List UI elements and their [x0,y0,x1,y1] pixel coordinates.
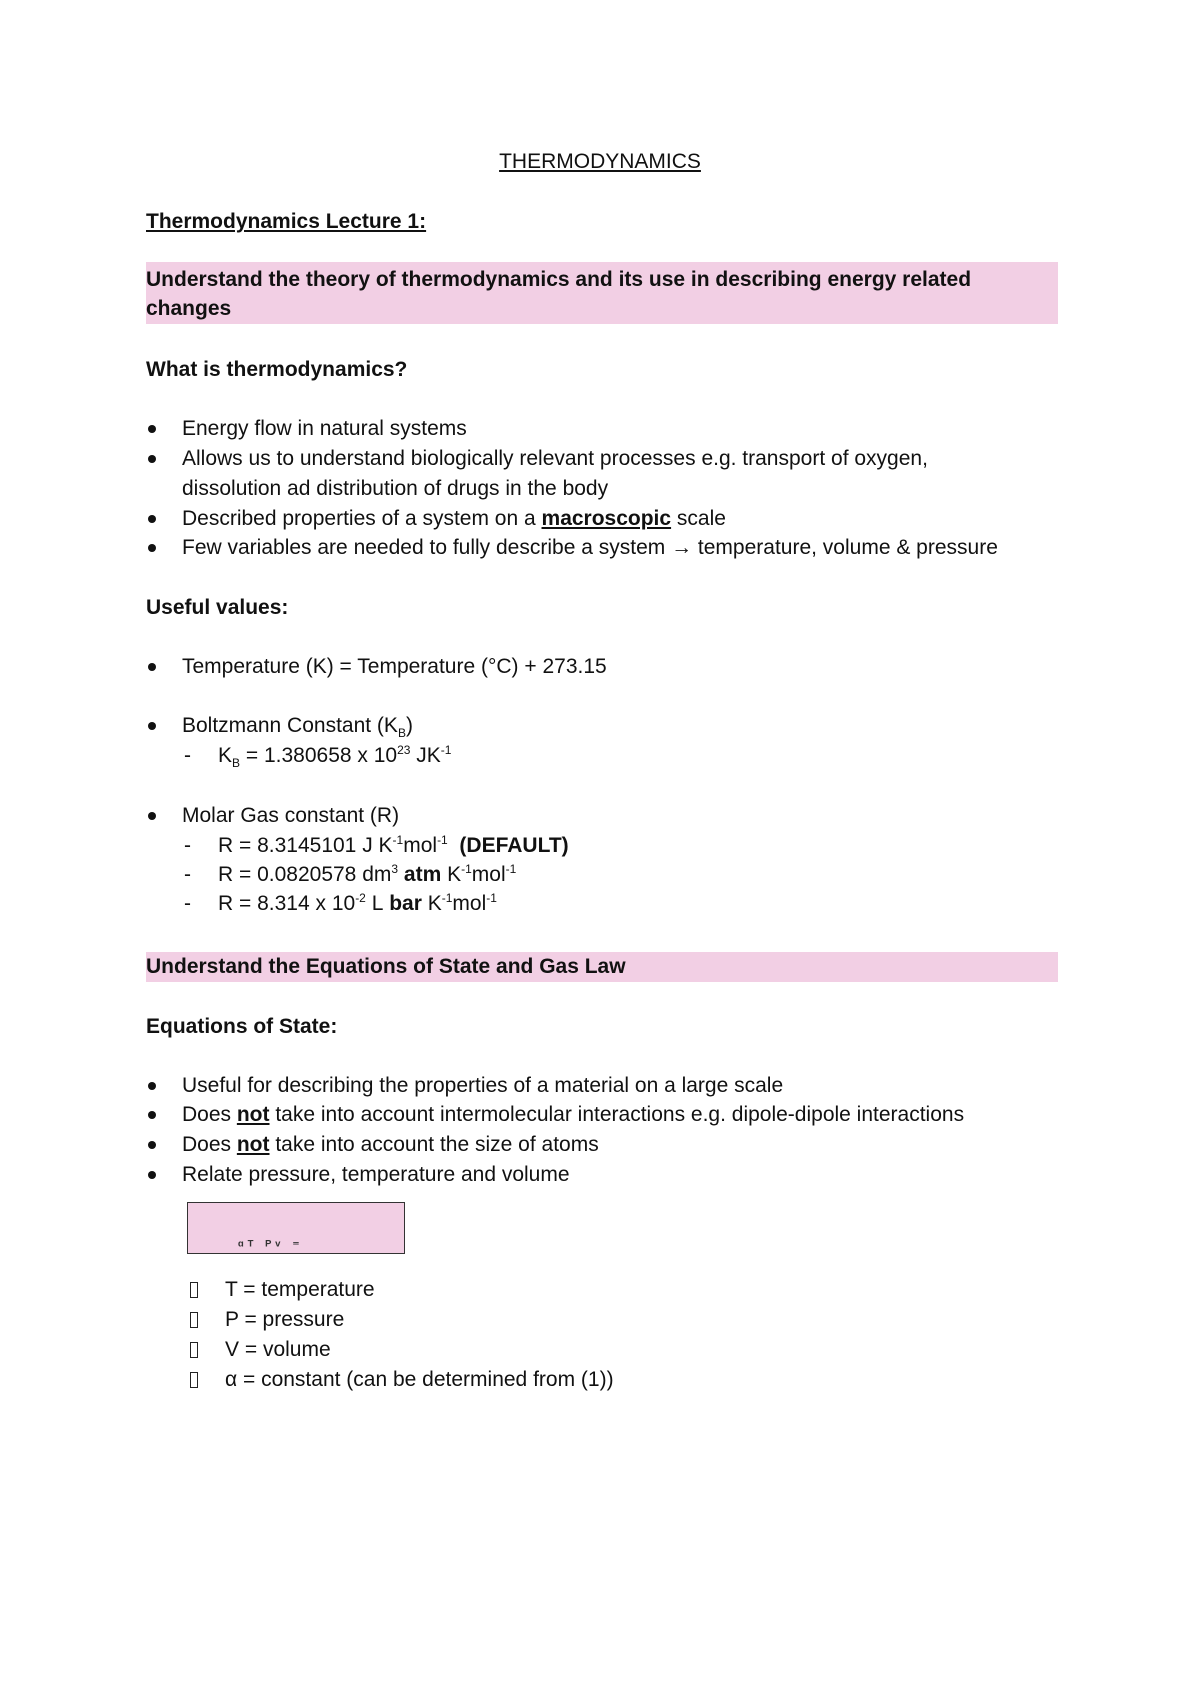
equation-fragment: ᵅᵀ ᴾᵛ ⁼ [238,1237,304,1253]
dash-icon: - [184,892,191,915]
what-is-bullet-1: Energy flow in natural systems [182,417,467,440]
equation-box [187,1202,405,1254]
dash-icon: - [184,744,191,767]
molar-gas-label: Molar Gas constant (R) [182,804,400,827]
bullet-icon [148,544,156,552]
bullet-icon [148,663,156,671]
bullet-icon [148,1082,156,1090]
boltzmann-value: $K_B = 1.380658$ x $10^{23}$ $JK^{-1}$ [218,743,452,771]
r-value-default: R = 8.3145101 J $K^{-1}mol^{-1}$ (DEFAULT) [218,833,569,857]
what-is-bullet-3: Described properties of a system on a macroscopic scale [182,507,726,530]
missing-glyph-icon [190,1312,198,1328]
objective-1-line-2: changes [146,297,232,320]
right-arrow-icon: → [671,536,693,559]
dash-icon: - [184,863,191,886]
objective-2-text: Understand the Equations of State and Gas Law [146,955,626,978]
r-value-bar: R = 8.314 x $10^{-2}$ L bar $K^{-1}mol^{-1}$ [218,891,497,915]
lecture-heading: Thermodynamics Lecture 1: [146,210,427,233]
missing-glyph-icon [190,1372,198,1388]
eos-bullet-3: Does not take into account the size of atoms [182,1133,599,1156]
definition-pressure: P = pressure [225,1308,345,1331]
useful-values-heading: Useful values: [146,596,289,619]
definition-volume: V = volume [225,1338,331,1361]
bullet-icon [148,1141,156,1149]
eos-bullet-4: Relate pressure, temperature and volume [182,1163,570,1186]
objective-1-line-1: Understand the theory of thermodynamics and its use in describing energy related [146,268,972,291]
r-value-atm: R = 0.0820578 $dm^3$ atm $K^{-1}mol^{-1}$ [218,862,517,886]
what-is-bullet-4: Few variables are needed to fully describe a system → temperature, volume & pressure [182,536,998,559]
equations-of-state-heading: Equations of State: [146,1015,338,1038]
bullet-icon [148,1111,156,1119]
bullet-icon [148,425,156,433]
missing-glyph-icon [190,1282,198,1298]
bullet-icon [148,812,156,820]
boltzmann-label: Boltzmann Constant $(K_B)$ [182,714,413,741]
what-is-heading: What is thermodynamics? [146,358,408,381]
what-is-bullet-2-line-2: dissolution ad distribution of drugs in the body [182,477,609,500]
bullet-icon [148,515,156,523]
eos-bullet-2: Does not take into account intermolecular interactions e.g. dipole-dipole interactions [182,1103,965,1126]
page-title: THERMODYNAMICS [499,150,701,173]
what-is-bullet-2-line-1: Allows us to understand biologically relevant processes e.g. transport of oxygen, [182,447,928,470]
definition-temperature: T = temperature [225,1278,375,1301]
definition-alpha: α = constant (can be determined from (1)) [225,1368,614,1391]
eos-bullet-1: Useful for describing the properties of a material on a large scale [182,1074,784,1097]
dash-icon: - [184,834,191,857]
bullet-icon [148,1171,156,1179]
macroscopic-emphasis: macroscopic [541,507,672,530]
temperature-conversion: Temperature (K) = Temperature (°C) + 273.15 [182,655,607,678]
missing-glyph-icon [190,1342,198,1358]
bullet-icon [148,455,156,463]
bullet-icon [148,722,156,730]
